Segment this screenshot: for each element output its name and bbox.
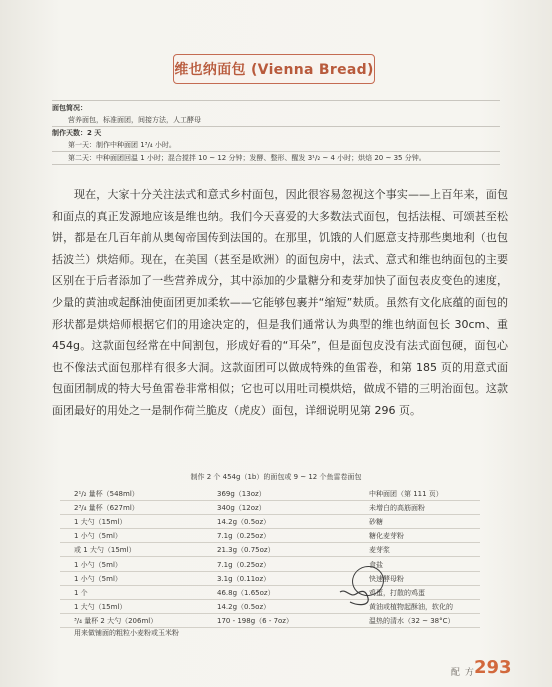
measure-cell: 1 大勺（15ml）: [74, 518, 127, 527]
recipe-title: 维也纳面包 (Vienna Bread): [174, 62, 374, 78]
table-row: [60, 558, 480, 572]
table-row: [60, 543, 480, 557]
weight-cell: 340g（12oz）: [217, 504, 266, 513]
table-footnote: 用来做铺面的粗粒小麦粉或玉米粉: [74, 629, 179, 637]
measure-cell: 1 大勺（15ml）: [74, 602, 127, 611]
weight-cell: 3.1g（0.11oz）: [217, 574, 271, 583]
weight-cell: 369g（13oz）: [217, 490, 266, 498]
divider: [52, 151, 500, 152]
table-row: [60, 600, 480, 614]
overview-line: 营养面包，标准面团，间接方法，人工酵母: [68, 116, 201, 124]
ingredient-cell: 麦芽浆: [369, 546, 390, 555]
table-row: [60, 586, 480, 600]
ingredient-cell: 砂糖: [369, 518, 383, 527]
divider: [52, 164, 500, 165]
measure-cell: 1 小勺（5ml）: [74, 560, 122, 569]
measure-cell: 1 小勺（5ml）: [74, 532, 122, 541]
page-number: 293: [474, 657, 512, 678]
table-row: [60, 529, 480, 543]
measure-cell: 或 1 大勺（15ml）: [74, 546, 136, 555]
table-row: [60, 614, 480, 628]
ingredient-cell: 鸡蛋，打散的鸡蛋: [369, 588, 425, 597]
ingredient-cell: 黄油或植物起酥油，软化的: [369, 602, 453, 611]
ingredient-cell: 快速酵母粉: [369, 574, 404, 583]
weight-cell: 21.3g（0.75oz）: [217, 546, 275, 555]
intro-paragraph: [52, 184, 508, 422]
weight-cell: 7.1g（0.25oz）: [217, 532, 271, 541]
ingredient-cell: 食盐: [369, 560, 383, 569]
measure-cell: 2¹/₂ 量杯（548ml）: [74, 490, 139, 498]
row-divider: [60, 627, 480, 628]
recipe-title-box: [173, 54, 375, 84]
divider: [52, 126, 500, 127]
overview-heading: 面包简况：: [52, 104, 87, 112]
table-row: [60, 515, 480, 529]
ingredient-cell: 未增白的高筋面粉: [369, 504, 425, 513]
divider: [52, 100, 500, 101]
table-row: [60, 572, 480, 586]
intro-text: 现在，大家十分关注法式和意式乡村面包，因此很容易忽视这个事实——上百年来，面包和面点的真正发源地应该是维也纳。我们今天喜爱的大多数法式面包，包括法棍、可颂甚至松饼，都是在几百年前从奥匈帝国传到法国的。在那里，饥饿的人们愿意支持那些奥地利（也包括波兰）烘焙师。现在，在美国（甚至是欧洲）的面包房中，法式、意式和维也纳面包的主要区别在于后者添加了一些营养成分，其中添加的少量糖分和麦芽加快了面包表皮变色的速度，少量的黄油或起酥油使面团更加柔软——它能够包裹并“缩短”麸质。虽然有文化底蕴的面包的形状都是烘焙师根据它们的用途决定的，但是我们通常认为典型的维也纳面包长 30cm、重 454g。这款面包经常在中间割包，形成好看的“耳朵”，但是面包皮没有法式面包硬，面包心也不像法式面包那样有很多大洞。这款面团可以做成特殊的鱼雷卷，和第 185 页的用意式面包面团制成的特大号鱼雷卷非常相似；它也可以用吐司模烘焙，做成不错的三明治面包。这款面团最好的用处之一是制作荷兰脆皮（虎皮）面包，详细说明见第 296 页。: [52, 188, 508, 417]
ingredient-cell: 温热的清水（32 ~ 38°C）: [369, 616, 455, 625]
footer-label: 配 方: [451, 668, 475, 678]
day2-schedule: 第二天：中种面团回温 1 小时；混合搅拌 10 ~ 12 分钟；发酵、整形、醒发 3¹/₂ ~ 4 小时；烘焙 20 ~ 35 分钟。: [68, 154, 426, 162]
weight-cell: 14.2g（0.5oz）: [217, 602, 271, 611]
table-row: [60, 501, 480, 515]
day1-schedule: 第一天：制作中种面团 1³/₄ 小时。: [68, 141, 176, 149]
pen-scribble-mark: [338, 588, 378, 608]
table-caption: 制作 2 个 454g（1b）的面包或 9 ~ 12 个鱼雷卷面包: [190, 473, 362, 481]
weight-cell: 7.1g（0.25oz）: [217, 560, 271, 569]
ingredient-cell: 糖化麦芽粉: [369, 532, 404, 541]
measure-cell: ³/₄ 量杯 2 大勺（206ml）: [74, 616, 158, 625]
weight-cell: 14.2g（0.5oz）: [217, 518, 271, 527]
measure-cell: 1 个: [74, 588, 88, 597]
measure-cell: 1 小勺（5ml）: [74, 574, 122, 583]
ingredient-cell: 中种面团（第 111 页）: [369, 490, 443, 498]
weight-cell: 170 - 198g（6 - 7oz）: [217, 616, 293, 625]
days-heading: 制作天数：2 天: [52, 129, 102, 137]
table-row: [60, 487, 480, 501]
weight-cell: 46.8g（1.65oz）: [217, 588, 275, 597]
measure-cell: 2³/₄ 量杯（627ml）: [74, 504, 139, 513]
